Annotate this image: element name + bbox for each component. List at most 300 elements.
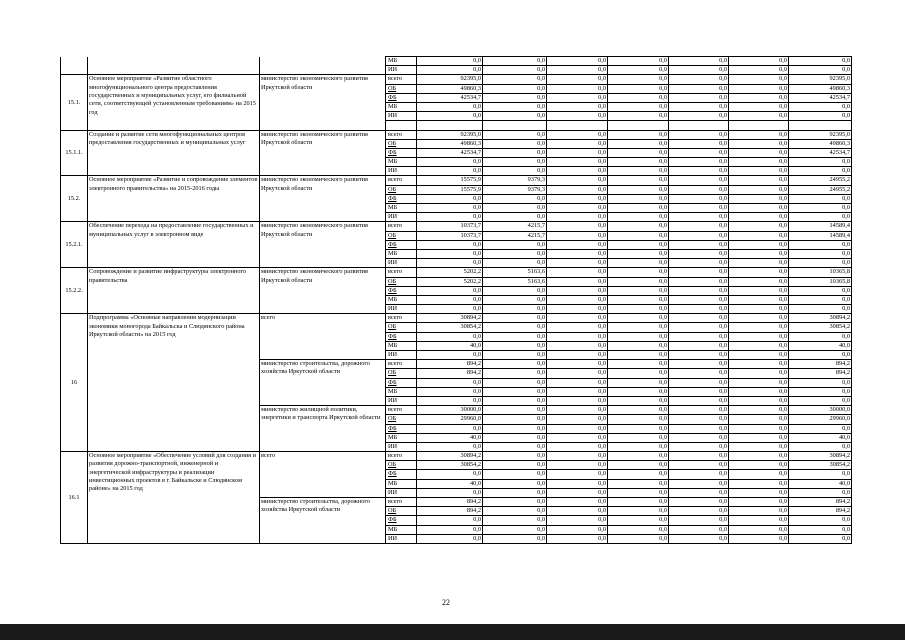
value-cell: 0,0 bbox=[417, 204, 483, 213]
value-cell: 0,0 bbox=[417, 259, 483, 268]
value-cell: 0,0 bbox=[608, 341, 669, 350]
value-cell: 0,0 bbox=[483, 351, 547, 360]
funding-source-cell: ФБ bbox=[386, 470, 417, 479]
value-cell: 0,0 bbox=[608, 268, 669, 277]
value-cell: 42534,7 bbox=[417, 93, 483, 102]
table-row bbox=[61, 452, 852, 461]
value-cell: 0,0 bbox=[547, 461, 608, 470]
value-cell: 0,0 bbox=[669, 470, 729, 479]
value-cell: 10373,7 bbox=[417, 231, 483, 240]
value-cell: 0,0 bbox=[608, 488, 669, 497]
value-cell: 0,0 bbox=[417, 249, 483, 258]
funding-source-cell: МБ bbox=[386, 249, 417, 258]
value-cell: 0,0 bbox=[547, 415, 608, 424]
value-cell: 0,0 bbox=[729, 176, 789, 185]
row-title: Основное мероприятие «Развитие областного многофункционального центра предоставления государственных и муниципальных услуг, его филиальной сети, соответствующей установленным требованиям» на 2015 год bbox=[88, 75, 260, 130]
value-cell: 0,0 bbox=[547, 378, 608, 387]
value-cell: 0,0 bbox=[547, 498, 608, 507]
value-cell: 0,0 bbox=[547, 452, 608, 461]
value-cell: 0,0 bbox=[729, 396, 789, 405]
row-number: 16 bbox=[61, 314, 88, 452]
funding-source-cell: ИИ bbox=[386, 442, 417, 451]
value-cell: 0,0 bbox=[417, 332, 483, 341]
value-cell: 0,0 bbox=[483, 332, 547, 341]
value-cell: 5202,2 bbox=[417, 277, 483, 286]
value-cell: 0,0 bbox=[608, 360, 669, 369]
value-cell: 0,0 bbox=[669, 185, 729, 194]
value-cell: 0,0 bbox=[729, 378, 789, 387]
value-cell: 40,0 bbox=[789, 341, 852, 350]
value-cell: 0,0 bbox=[789, 351, 852, 360]
value-cell: 0,0 bbox=[547, 231, 608, 240]
funding-source-cell: ФБ bbox=[386, 240, 417, 249]
funding-source-cell: всего bbox=[386, 130, 417, 139]
value-cell: 0,0 bbox=[729, 525, 789, 534]
funding-source-cell: всего bbox=[386, 498, 417, 507]
table-row bbox=[61, 314, 852, 323]
value-cell: 0,0 bbox=[608, 240, 669, 249]
value-cell: 0,0 bbox=[669, 433, 729, 442]
value-cell: 0,0 bbox=[608, 295, 669, 304]
value-cell: 0,0 bbox=[483, 305, 547, 314]
value-cell: 0,0 bbox=[729, 93, 789, 102]
value-cell: 0,0 bbox=[789, 194, 852, 203]
funding-source-cell: всего bbox=[386, 75, 417, 84]
value-cell: 0,0 bbox=[417, 488, 483, 497]
value-cell: 9379,3 bbox=[483, 185, 547, 194]
value-cell: 0,0 bbox=[608, 158, 669, 167]
value-cell: 0,0 bbox=[729, 305, 789, 314]
value-cell: 0,0 bbox=[417, 295, 483, 304]
value-cell: 0,0 bbox=[729, 369, 789, 378]
table-row bbox=[61, 75, 852, 84]
value-cell: 0,0 bbox=[729, 516, 789, 525]
value-cell: 0,0 bbox=[789, 158, 852, 167]
row-number: 15.1.1. bbox=[61, 130, 88, 176]
value-cell: 0,0 bbox=[483, 360, 547, 369]
value-cell: 0,0 bbox=[547, 249, 608, 258]
value-cell: 0,0 bbox=[608, 231, 669, 240]
value-cell: 0,0 bbox=[669, 488, 729, 497]
value-cell: 0,0 bbox=[417, 158, 483, 167]
value-cell: 0,0 bbox=[417, 396, 483, 405]
value-cell: 0,0 bbox=[483, 249, 547, 258]
value-cell: 0,0 bbox=[483, 213, 547, 222]
value-cell bbox=[547, 121, 608, 130]
value-cell: 0,0 bbox=[547, 525, 608, 534]
value-cell: 0,0 bbox=[547, 534, 608, 543]
value-cell: 0,0 bbox=[547, 369, 608, 378]
value-cell: 0,0 bbox=[417, 378, 483, 387]
value-cell: 0,0 bbox=[483, 323, 547, 332]
value-cell: 0,0 bbox=[729, 406, 789, 415]
value-cell: 0,0 bbox=[669, 277, 729, 286]
value-cell: 0,0 bbox=[547, 341, 608, 350]
value-cell: 0,0 bbox=[483, 204, 547, 213]
value-cell: 0,0 bbox=[608, 314, 669, 323]
funding-source-cell: всего bbox=[386, 406, 417, 415]
value-cell: 0,0 bbox=[729, 185, 789, 194]
value-cell: 0,0 bbox=[789, 295, 852, 304]
value-cell: 0,0 bbox=[669, 360, 729, 369]
value-cell: 0,0 bbox=[608, 470, 669, 479]
value-cell bbox=[729, 121, 789, 130]
value-cell: 0,0 bbox=[669, 351, 729, 360]
value-cell: 0,0 bbox=[789, 305, 852, 314]
value-cell: 0,0 bbox=[608, 93, 669, 102]
value-cell: 0,0 bbox=[547, 442, 608, 451]
value-cell: 0,0 bbox=[547, 314, 608, 323]
value-cell: 0,0 bbox=[547, 240, 608, 249]
value-cell bbox=[417, 121, 483, 130]
value-cell: 0,0 bbox=[789, 213, 852, 222]
value-cell: 40,0 bbox=[417, 341, 483, 350]
value-cell: 92395,0 bbox=[789, 75, 852, 84]
value-cell: 0,0 bbox=[729, 295, 789, 304]
value-cell: 0,0 bbox=[608, 369, 669, 378]
value-cell: 0,0 bbox=[789, 240, 852, 249]
row-title: Подпрограмма «Основные направления модернизации экономики моногорода Байкальска и Слюдянского района Иркутской области» на 2015 год bbox=[88, 314, 260, 452]
funding-source-cell: ИИ bbox=[386, 351, 417, 360]
value-cell: 0,0 bbox=[729, 222, 789, 231]
value-cell: 0,0 bbox=[608, 176, 669, 185]
value-cell: 0,0 bbox=[547, 470, 608, 479]
value-cell: 92395,0 bbox=[417, 75, 483, 84]
funding-source-cell: МБ bbox=[386, 57, 417, 66]
value-cell: 0,0 bbox=[608, 442, 669, 451]
funding-source-cell: всего bbox=[386, 268, 417, 277]
value-cell: 42534,7 bbox=[789, 93, 852, 102]
value-cell: 0,0 bbox=[669, 176, 729, 185]
value-cell: 0,0 bbox=[547, 323, 608, 332]
value-cell: 0,0 bbox=[789, 332, 852, 341]
value-cell: 0,0 bbox=[483, 406, 547, 415]
value-cell: 0,0 bbox=[729, 433, 789, 442]
value-cell: 0,0 bbox=[669, 268, 729, 277]
value-cell: 0,0 bbox=[547, 194, 608, 203]
value-cell: 0,0 bbox=[608, 305, 669, 314]
executor-cell: министерство экономического развития Иркутской области bbox=[260, 176, 386, 222]
value-cell: 10373,7 bbox=[417, 222, 483, 231]
value-cell: 0,0 bbox=[669, 167, 729, 176]
value-cell: 0,0 bbox=[669, 57, 729, 66]
value-cell: 0,0 bbox=[669, 369, 729, 378]
executor-cell: министерство экономического развития Иркутской области bbox=[260, 268, 386, 314]
value-cell: 0,0 bbox=[608, 57, 669, 66]
value-cell: 29960,0 bbox=[417, 415, 483, 424]
value-cell: 0,0 bbox=[547, 130, 608, 139]
value-cell: 0,0 bbox=[547, 516, 608, 525]
value-cell: 9379,3 bbox=[483, 176, 547, 185]
value-cell: 0,0 bbox=[789, 167, 852, 176]
value-cell: 0,0 bbox=[547, 213, 608, 222]
value-cell: 0,0 bbox=[547, 222, 608, 231]
executor-cell: министерство строительства, дорожного хозяйства Иркутской области bbox=[260, 360, 386, 406]
executor-cell: всего bbox=[260, 314, 386, 360]
value-cell: 0,0 bbox=[547, 488, 608, 497]
value-cell: 0,0 bbox=[729, 204, 789, 213]
value-cell: 0,0 bbox=[729, 231, 789, 240]
value-cell: 0,0 bbox=[669, 66, 729, 75]
table-row bbox=[61, 130, 852, 139]
value-cell: 0,0 bbox=[483, 415, 547, 424]
value-cell: 15575,9 bbox=[417, 185, 483, 194]
value-cell: 0,0 bbox=[789, 525, 852, 534]
value-cell: 0,0 bbox=[608, 452, 669, 461]
value-cell: 0,0 bbox=[789, 249, 852, 258]
value-cell: 0,0 bbox=[483, 442, 547, 451]
funding-source-cell: всего bbox=[386, 452, 417, 461]
value-cell: 0,0 bbox=[417, 470, 483, 479]
value-cell bbox=[483, 121, 547, 130]
funding-source-cell: ИИ bbox=[386, 112, 417, 121]
value-cell: 0,0 bbox=[669, 148, 729, 157]
value-cell: 0,0 bbox=[417, 387, 483, 396]
value-cell: 0,0 bbox=[669, 231, 729, 240]
row-title: Основное мероприятие «Развитие и сопровождение элементов электронного правительства» на 2015-2016 годы bbox=[88, 176, 260, 222]
row-number: 15.2. bbox=[61, 176, 88, 222]
value-cell: 0,0 bbox=[729, 442, 789, 451]
value-cell: 0,0 bbox=[729, 387, 789, 396]
value-cell: 42534,7 bbox=[789, 148, 852, 157]
value-cell: 0,0 bbox=[483, 112, 547, 121]
value-cell: 49860,3 bbox=[417, 139, 483, 148]
value-cell: 894,2 bbox=[789, 369, 852, 378]
value-cell: 0,0 bbox=[729, 259, 789, 268]
value-cell: 0,0 bbox=[669, 415, 729, 424]
value-cell: 0,0 bbox=[729, 286, 789, 295]
executor-cell: министерство строительства, дорожного хозяйства Иркутской области bbox=[260, 498, 386, 544]
value-cell bbox=[608, 121, 669, 130]
value-cell: 10365,8 bbox=[789, 277, 852, 286]
funding-source-cell: всего bbox=[386, 360, 417, 369]
value-cell: 0,0 bbox=[729, 249, 789, 258]
value-cell: 0,0 bbox=[547, 148, 608, 157]
executor-cell: всего bbox=[260, 452, 386, 498]
value-cell: 0,0 bbox=[608, 130, 669, 139]
value-cell: 0,0 bbox=[608, 75, 669, 84]
funding-source-cell: МБ bbox=[386, 204, 417, 213]
value-cell: 0,0 bbox=[608, 139, 669, 148]
value-cell: 0,0 bbox=[669, 249, 729, 258]
value-cell: 0,0 bbox=[669, 396, 729, 405]
value-cell: 49860,3 bbox=[417, 84, 483, 93]
funding-source-cell: МБ bbox=[386, 341, 417, 350]
value-cell: 0,0 bbox=[789, 102, 852, 111]
value-cell: 0,0 bbox=[669, 341, 729, 350]
value-cell: 0,0 bbox=[729, 167, 789, 176]
value-cell: 0,0 bbox=[608, 222, 669, 231]
value-cell: 0,0 bbox=[729, 139, 789, 148]
value-cell: 0,0 bbox=[483, 507, 547, 516]
funding-source-cell bbox=[386, 121, 417, 130]
value-cell: 0,0 bbox=[669, 525, 729, 534]
value-cell: 0,0 bbox=[483, 387, 547, 396]
value-cell: 0,0 bbox=[547, 176, 608, 185]
value-cell: 0,0 bbox=[547, 305, 608, 314]
value-cell: 0,0 bbox=[608, 415, 669, 424]
value-cell: 0,0 bbox=[417, 351, 483, 360]
value-cell: 0,0 bbox=[608, 507, 669, 516]
value-cell: 0,0 bbox=[669, 442, 729, 451]
value-cell: 0,0 bbox=[729, 213, 789, 222]
value-cell: 0,0 bbox=[483, 102, 547, 111]
value-cell: 92395,0 bbox=[417, 130, 483, 139]
value-cell: 0,0 bbox=[547, 102, 608, 111]
scan-bottom-border bbox=[0, 624, 905, 640]
value-cell: 0,0 bbox=[417, 167, 483, 176]
value-cell: 0,0 bbox=[669, 424, 729, 433]
value-cell: 0,0 bbox=[483, 461, 547, 470]
value-cell: 0,0 bbox=[547, 286, 608, 295]
value-cell: 0,0 bbox=[729, 102, 789, 111]
value-cell: 0,0 bbox=[483, 84, 547, 93]
table-row bbox=[61, 176, 852, 185]
value-cell: 0,0 bbox=[483, 369, 547, 378]
value-cell: 0,0 bbox=[547, 351, 608, 360]
value-cell: 0,0 bbox=[483, 139, 547, 148]
value-cell: 0,0 bbox=[547, 406, 608, 415]
value-cell: 0,0 bbox=[669, 378, 729, 387]
funding-source-cell: ФБ bbox=[386, 516, 417, 525]
value-cell: 0,0 bbox=[483, 57, 547, 66]
value-cell: 0,0 bbox=[729, 277, 789, 286]
value-cell: 0,0 bbox=[669, 75, 729, 84]
value-cell: 0,0 bbox=[669, 314, 729, 323]
value-cell: 0,0 bbox=[729, 507, 789, 516]
value-cell: 14589,4 bbox=[789, 231, 852, 240]
funding-source-cell: всего bbox=[386, 176, 417, 185]
value-cell: 0,0 bbox=[608, 396, 669, 405]
value-cell: 0,0 bbox=[669, 305, 729, 314]
value-cell: 894,2 bbox=[417, 369, 483, 378]
value-cell: 0,0 bbox=[547, 158, 608, 167]
value-cell: 0,0 bbox=[669, 452, 729, 461]
funding-source-cell: ОБ bbox=[386, 277, 417, 286]
value-cell: 0,0 bbox=[483, 534, 547, 543]
value-cell: 0,0 bbox=[729, 470, 789, 479]
value-cell: 0,0 bbox=[483, 452, 547, 461]
value-cell: 0,0 bbox=[669, 498, 729, 507]
value-cell: 29960,0 bbox=[789, 415, 852, 424]
value-cell: 894,2 bbox=[417, 360, 483, 369]
value-cell: 0,0 bbox=[789, 470, 852, 479]
row-number: 15.1. bbox=[61, 75, 88, 130]
value-cell: 30894,2 bbox=[789, 452, 852, 461]
value-cell: 0,0 bbox=[729, 130, 789, 139]
value-cell: 0,0 bbox=[608, 351, 669, 360]
value-cell: 30894,2 bbox=[789, 314, 852, 323]
value-cell: 49860,3 bbox=[789, 139, 852, 148]
value-cell: 0,0 bbox=[608, 249, 669, 258]
value-cell: 0,0 bbox=[669, 139, 729, 148]
value-cell: 0,0 bbox=[669, 332, 729, 341]
row-number: 16.1 bbox=[61, 452, 88, 544]
value-cell: 0,0 bbox=[417, 112, 483, 121]
value-cell: 0,0 bbox=[608, 387, 669, 396]
row-title bbox=[88, 57, 260, 75]
funding-source-cell: ФБ bbox=[386, 332, 417, 341]
value-cell: 0,0 bbox=[729, 332, 789, 341]
value-cell: 0,0 bbox=[547, 84, 608, 93]
row-number bbox=[61, 57, 88, 75]
value-cell: 0,0 bbox=[608, 286, 669, 295]
value-cell: 0,0 bbox=[547, 360, 608, 369]
value-cell: 0,0 bbox=[547, 277, 608, 286]
value-cell: 0,0 bbox=[547, 424, 608, 433]
funding-source-cell: ИИ bbox=[386, 305, 417, 314]
value-cell: 0,0 bbox=[417, 57, 483, 66]
value-cell: 0,0 bbox=[547, 479, 608, 488]
funding-source-cell: ОБ bbox=[386, 415, 417, 424]
value-cell: 0,0 bbox=[483, 66, 547, 75]
funding-source-cell: ФБ bbox=[386, 93, 417, 102]
value-cell: 5163,6 bbox=[483, 277, 547, 286]
value-cell: 0,0 bbox=[483, 194, 547, 203]
value-cell: 0,0 bbox=[417, 534, 483, 543]
value-cell: 30854,2 bbox=[417, 461, 483, 470]
executor-cell: министерство экономического развития Иркутской области bbox=[260, 222, 386, 268]
value-cell: 14589,4 bbox=[789, 222, 852, 231]
value-cell: 0,0 bbox=[483, 341, 547, 350]
value-cell: 0,0 bbox=[669, 516, 729, 525]
value-cell: 0,0 bbox=[789, 112, 852, 121]
funding-source-cell: ОБ bbox=[386, 461, 417, 470]
value-cell: 0,0 bbox=[417, 102, 483, 111]
value-cell: 0,0 bbox=[789, 286, 852, 295]
value-cell: 0,0 bbox=[669, 479, 729, 488]
funding-source-cell: ФБ bbox=[386, 148, 417, 157]
table-row bbox=[61, 268, 852, 277]
value-cell: 0,0 bbox=[608, 498, 669, 507]
value-cell: 0,0 bbox=[547, 112, 608, 121]
value-cell: 0,0 bbox=[789, 57, 852, 66]
value-cell bbox=[789, 121, 852, 130]
value-cell: 0,0 bbox=[608, 277, 669, 286]
value-cell: 0,0 bbox=[483, 498, 547, 507]
funding-source-cell: ОБ bbox=[386, 139, 417, 148]
value-cell: 0,0 bbox=[608, 167, 669, 176]
value-cell: 0,0 bbox=[608, 204, 669, 213]
executor-cell: министерство жилищной политики, энергетики и транспорта Иркутской области bbox=[260, 406, 386, 452]
value-cell: 0,0 bbox=[608, 479, 669, 488]
value-cell: 0,0 bbox=[729, 415, 789, 424]
value-cell: 0,0 bbox=[669, 259, 729, 268]
value-cell: 0,0 bbox=[729, 424, 789, 433]
value-cell: 0,0 bbox=[547, 139, 608, 148]
value-cell: 4215,7 bbox=[483, 231, 547, 240]
value-cell: 30000,0 bbox=[789, 406, 852, 415]
row-number: 15.2.1. bbox=[61, 222, 88, 268]
value-cell: 0,0 bbox=[483, 488, 547, 497]
value-cell: 0,0 bbox=[483, 295, 547, 304]
value-cell: 0,0 bbox=[729, 498, 789, 507]
funding-source-cell: всего bbox=[386, 222, 417, 231]
value-cell: 0,0 bbox=[669, 204, 729, 213]
value-cell: 24955,2 bbox=[789, 185, 852, 194]
value-cell: 0,0 bbox=[669, 93, 729, 102]
funding-source-cell: всего bbox=[386, 314, 417, 323]
funding-source-cell: МБ bbox=[386, 158, 417, 167]
value-cell: 0,0 bbox=[729, 57, 789, 66]
value-cell: 0,0 bbox=[608, 112, 669, 121]
value-cell: 0,0 bbox=[417, 66, 483, 75]
value-cell: 0,0 bbox=[547, 93, 608, 102]
value-cell: 40,0 bbox=[789, 433, 852, 442]
funding-source-cell: ИИ bbox=[386, 167, 417, 176]
row-title: Основное мероприятие «Обеспечение условий для создания и развития дорожно-транспортной, инженерной и энергетической инфраструктуры и реализации инвестиционных проектов в г. Байкальске и Слюдянском районе» на 2015 год bbox=[88, 452, 260, 544]
value-cell: 0,0 bbox=[547, 204, 608, 213]
